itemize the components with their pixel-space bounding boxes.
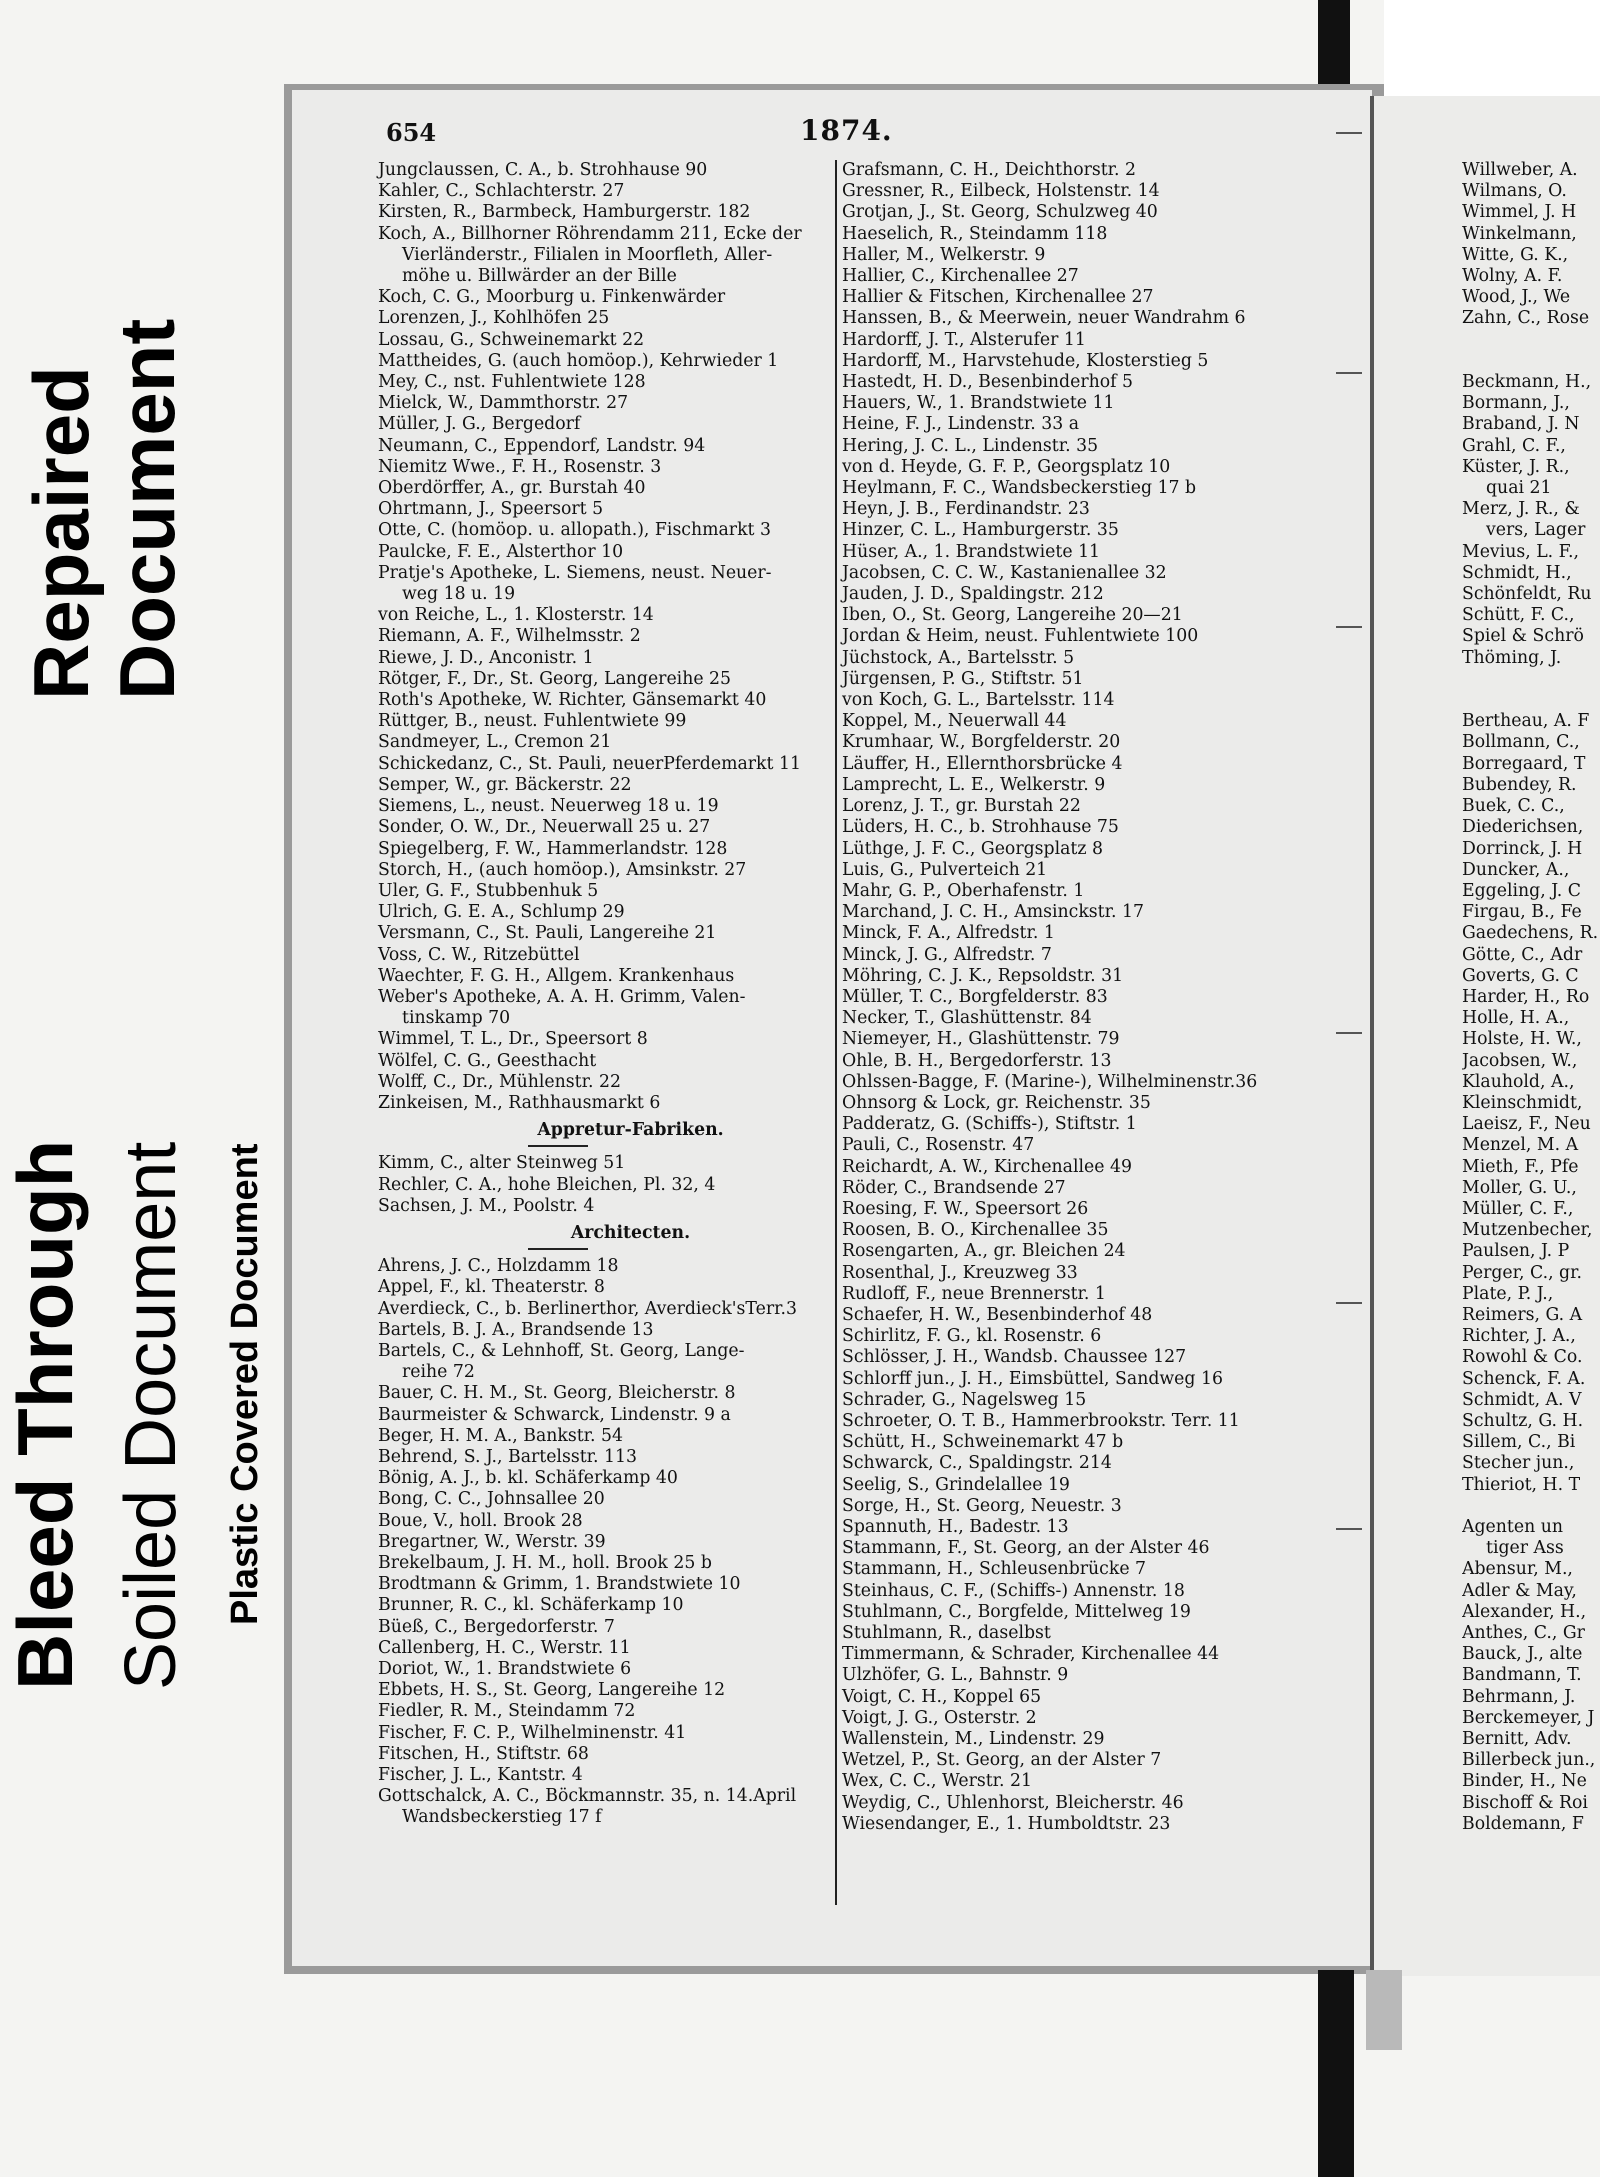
- directory-entry: Schlorff jun., J. H., Eimsbüttel, Sandweg 16: [842, 1368, 1223, 1389]
- directory-entry: Rosenthal, J., Kreuzweg 33: [842, 1262, 1078, 1283]
- directory-entry: Müller, J. G., Bergedorf: [378, 414, 581, 435]
- directory-entry: Braband, J. N: [1462, 414, 1580, 435]
- directory-entry: Bormann, J.,: [1462, 393, 1570, 414]
- directory-entry: Schaefer, H. W., Besenbinderhof 48: [842, 1304, 1153, 1325]
- directory-entry: Binder, H., Ne: [1462, 1771, 1587, 1792]
- directory-entry: Schmidt, A. V: [1462, 1389, 1582, 1410]
- directory-entry: Fitschen, H., Stiftstr. 68: [378, 1743, 589, 1764]
- directory-entry: Ohnsorg & Lock, gr. Reichenstr. 35: [842, 1092, 1151, 1113]
- directory-entry: Fischer, F. C. P., Wilhelminenstr. 41: [378, 1722, 687, 1743]
- directory-entry: Marchand, J. C. H., Amsinckstr. 17: [842, 902, 1144, 923]
- directory-entry: Otte, C. (homöop. u. allopath.), Fischmarkt 3: [378, 520, 771, 541]
- directory-entry: Jacobsen, C. C. W., Kastanienallee 32: [842, 562, 1167, 583]
- repaired-document-label: Repaired Document: [17, 318, 191, 700]
- directory-entry: Ohrtmann, J., Speersort 5: [378, 499, 604, 520]
- directory-entry: Mielck, W., Dammthorstr. 27: [378, 393, 629, 414]
- directory-entry: Müller, C. F.,: [1462, 1198, 1574, 1219]
- directory-entry: [1462, 690, 1600, 711]
- binding-mark: [1336, 372, 1362, 374]
- directory-entry: Hüser, A., 1. Brandstwiete 11: [842, 541, 1101, 562]
- directory-entry: Lamprecht, L. E., Welkerstr. 9: [842, 774, 1106, 795]
- directory-entry: Hastedt, H. D., Besenbinderhof 5: [842, 372, 1134, 393]
- directory-entry: Schultz, G. H.: [1462, 1410, 1584, 1431]
- directory-entry: Firgau, B., Fe: [1462, 902, 1582, 923]
- directory-entry: Heine, F. J., Lindenstr. 33 a: [842, 414, 1080, 435]
- directory-entry: Merz, J. R., &: [1462, 499, 1580, 520]
- directory-entry: weg 18 u. 19: [402, 584, 516, 605]
- directory-entry: Schirlitz, F. G., kl. Rosenstr. 6: [842, 1326, 1102, 1347]
- directory-entry: Jauden, J. D., Spaldingstr. 212: [842, 584, 1104, 605]
- directory-entry: Schickedanz, C., St. Pauli, neuerPferdemarkt 11: [378, 753, 801, 774]
- section-heading: Appretur-Fabriken.: [537, 1120, 724, 1141]
- directory-entry: Grahl, C. F.,: [1462, 435, 1566, 456]
- directory-entry: Billerbeck jun.,: [1462, 1750, 1596, 1771]
- binding-mark: [1336, 1302, 1362, 1304]
- directory-entry: Bartels, B. J. A., Brandsende 13: [378, 1319, 654, 1340]
- directory-entry: Brekelbaum, J. H. M., holl. Brook 25 b: [378, 1553, 712, 1573]
- book-spine: [1370, 96, 1374, 1976]
- directory-entry: Thieriot, H. T: [1462, 1474, 1581, 1495]
- directory-entry: Appel, F., kl. Theaterstr. 8: [378, 1277, 605, 1298]
- directory-entry: Kirsten, R., Barmbeck, Hamburgerstr. 182: [378, 202, 751, 223]
- directory-entry: Wilmans, O.: [1462, 181, 1567, 202]
- directory-entry: Bong, C. C., Johnsallee 20: [378, 1489, 605, 1510]
- directory-entry: Hallier & Fitschen, Kirchenallee 27: [842, 287, 1154, 308]
- directory-entry: Lüthge, J. F. C., Georgsplatz 8: [842, 838, 1103, 859]
- directory-entry: Boldemann, F: [1462, 1813, 1584, 1834]
- directory-entry: Bönig, A. J., b. kl. Schäferkamp 40: [378, 1468, 678, 1489]
- directory-entry: Rechler, C. A., hohe Bleichen, Pl. 32, 4: [378, 1174, 716, 1195]
- directory-entry: Bauck, J., alte: [1462, 1644, 1583, 1665]
- directory-entry: Stuhlmann, R., daselbst: [842, 1623, 1051, 1644]
- directory-entry: reihe 72: [402, 1362, 475, 1383]
- directory-entry: Versmann, C., St. Pauli, Langereihe 21: [378, 923, 717, 944]
- directory-entry: Jacobsen, W.,: [1462, 1050, 1578, 1071]
- directory-entry: Wolny, A. F.: [1462, 266, 1563, 287]
- page-header: [386, 114, 1286, 158]
- directory-entry: Laeisz, F., Neu: [1462, 1114, 1591, 1135]
- directory-entry: Ahrens, J. C., Holzdamm 18: [378, 1256, 619, 1277]
- directory-entry: Witte, G. K.,: [1462, 244, 1569, 265]
- directory-entry: Padderatz, G. (Schiffs-), Stiftstr. 1: [842, 1114, 1137, 1135]
- directory-entry: Kleinschmidt,: [1462, 1092, 1583, 1113]
- directory-entry: Storch, H., (auch homöop.), Amsinkstr. 27: [378, 859, 747, 880]
- scan-edge-bottom-2: [1366, 1970, 1402, 2050]
- directory-entry: Borregaard, T: [1462, 753, 1586, 774]
- directory-entry: Gottschalck, A. C., Böckmannstr. 35, n. 14.April: [378, 1786, 797, 1807]
- directory-entry: Stammann, F., St. Georg, an der Alster 46: [842, 1538, 1210, 1559]
- directory-entry: Jungclaussen, C. A., b. Strohhause 90: [378, 160, 708, 180]
- directory-entry: Hardorff, J. T., Alsterufer 11: [842, 329, 1086, 350]
- directory-entry: Agenten un: [1462, 1517, 1563, 1537]
- directory-entry: Sillem, C., Bi: [1462, 1432, 1576, 1453]
- directory-entry: Waechter, F. G. H., Allgem. Krankenhaus: [378, 965, 735, 986]
- directory-entry: Perger, C., gr.: [1462, 1262, 1582, 1283]
- directory-entry: Stuhlmann, C., Borgfelde, Mittelweg 19: [842, 1601, 1191, 1622]
- directory-entry: Gaedechens, R.: [1462, 923, 1599, 944]
- directory-entry: Luis, G., Pulverteich 21: [842, 859, 1048, 880]
- directory-entry: Reichardt, A. W., Kirchenallee 49: [842, 1156, 1132, 1177]
- directory-entry: Anthes, C., Gr: [1462, 1623, 1585, 1644]
- directory-entry: Schütt, H., Schweinemarkt 47 b: [842, 1432, 1124, 1453]
- column-1: [378, 160, 833, 1829]
- directory-entry: Boue, V., holl. Brook 28: [378, 1510, 583, 1531]
- directory-entry: Büeß, C., Bergedorferstr. 7: [378, 1616, 615, 1637]
- directory-entry: Grotjan, J., St. Georg, Schulzweg 40: [842, 202, 1158, 223]
- directory-entry: Jordan & Heim, neust. Fuhlentwiete 100: [842, 626, 1199, 647]
- directory-entry: Oberdörffer, A., gr. Burstah 40: [378, 478, 646, 499]
- directory-entry: Mevius, L. F.,: [1462, 541, 1579, 562]
- directory-entry: [1462, 330, 1600, 351]
- directory-entry: Bregartner, W., Werstr. 39: [378, 1531, 606, 1552]
- directory-entry: Schlösser, J. H., Wandsb. Chaussee 127: [842, 1347, 1187, 1368]
- directory-entry: Fischer, J. L., Kantstr. 4: [378, 1765, 583, 1786]
- directory-entry: Baurmeister & Schwarck, Lindenstr. 9 a: [378, 1404, 731, 1425]
- directory-entry: quai 21: [1486, 478, 1552, 499]
- directory-entry: Bauer, C. H. M., St. Georg, Bleicherstr. 8: [378, 1383, 736, 1404]
- directory-entry: Schroeter, O. T. B., Hammerbrookstr. Terr. 11: [842, 1410, 1240, 1431]
- directory-entry: Kimm, C., alter Steinweg 51: [378, 1153, 626, 1174]
- directory-entry: Lorenz, J. T., gr. Burstah 22: [842, 796, 1081, 817]
- directory-entry: tiger Ass: [1486, 1538, 1564, 1559]
- directory-entry: Götte, C., Adr: [1462, 944, 1583, 965]
- directory-entry: Moller, G. U.,: [1462, 1177, 1577, 1198]
- directory-entry: Wölfel, C. G., Geesthacht: [378, 1050, 597, 1071]
- scan-edge-bottom: [1318, 1970, 1354, 2177]
- directory-entry: Fiedler, R. M., Steindamm 72: [378, 1701, 636, 1722]
- directory-entry: Paulsen, J. P: [1462, 1241, 1570, 1262]
- directory-entry: Beger, H. M. A., Bankstr. 54: [378, 1425, 624, 1446]
- directory-entry: Rötger, F., Dr., St. Georg, Langereihe 25: [378, 668, 732, 689]
- directory-entry: Paulcke, F. E., Alsterthor 10: [378, 541, 624, 562]
- directory-entry: [1462, 1496, 1600, 1517]
- directory-entry: Steinhaus, C. F., (Schiffs-) Annenstr. 18: [842, 1580, 1185, 1601]
- directory-entry: Necker, T., Glashüttenstr. 84: [842, 1008, 1092, 1029]
- directory-entry: Holste, H. W.,: [1462, 1029, 1582, 1050]
- page-year: 1874.: [800, 114, 893, 147]
- bleed-through-label: Bleed Through: [1, 1139, 89, 1690]
- directory-entry: Holle, H. A.,: [1462, 1008, 1570, 1029]
- section-rule: [528, 1145, 588, 1147]
- directory-entry: Hallier, C., Kirchenallee 27: [842, 266, 1079, 287]
- directory-entry: Schenck, F. A.: [1462, 1368, 1586, 1389]
- directory-entry: vers, Lager: [1486, 520, 1586, 541]
- directory-entry: Callenberg, H. C., Werstr. 11: [378, 1637, 631, 1658]
- directory-entry: Schmidt, H.,: [1462, 562, 1572, 583]
- directory-entry: Hering, J. C. L., Lindenstr. 35: [842, 435, 1099, 456]
- directory-entry: Zahn, C., Rose: [1462, 308, 1590, 329]
- directory-entry: Roosen, B. O., Kirchenallee 35: [842, 1220, 1109, 1241]
- directory-entry: Rosengarten, A., gr. Bleichen 24: [842, 1241, 1126, 1262]
- directory-entry: Niemeyer, H., Glashüttenstr. 79: [842, 1029, 1120, 1050]
- directory-entry: Thöming, J.: [1462, 647, 1562, 668]
- directory-entry: Bernitt, Adv.: [1462, 1729, 1572, 1750]
- directory-entry: Spiel & Schrö: [1462, 626, 1584, 647]
- directory-entry: Wetzel, P., St. Georg, an der Alster 7: [842, 1750, 1162, 1771]
- directory-entry: Averdieck, C., b. Berlinerthor, Averdieck'sTerr.3: [378, 1298, 797, 1319]
- directory-entry: Heyn, J. B., Ferdinandstr. 23: [842, 499, 1090, 520]
- directory-entry: Haeselich, R., Steindamm 118: [842, 223, 1108, 244]
- directory-entry: Minck, F. A., Alfredstr. 1: [842, 923, 1055, 944]
- scan-edge-top: [1318, 0, 1350, 90]
- directory-entry: Rüttger, B., neust. Fuhlentwiete 99: [378, 711, 687, 732]
- directory-entry: Mahr, G. P., Oberhafenstr. 1: [842, 880, 1085, 901]
- directory-entry: Zinkeisen, M., Rathhausmarkt 6: [378, 1092, 661, 1113]
- column-divider: [835, 160, 837, 1905]
- soiled-document-label: Soiled Document: [111, 1141, 191, 1690]
- directory-entry: Reimers, G. A: [1462, 1304, 1583, 1325]
- directory-entry: Voigt, C. H., Koppel 65: [842, 1686, 1042, 1707]
- directory-entry: Uler, G. F., Stubbenhuk 5: [378, 880, 599, 901]
- directory-entry: [1462, 351, 1600, 372]
- directory-entry: Ohlssen-Bagge, F. (Marine-), Wilhelminenstr.36: [842, 1071, 1258, 1092]
- directory-entry: Beckmann, H.,: [1462, 372, 1592, 393]
- directory-entry: Koch, A., Billhorner Röhrendamm 211, Ecke der: [378, 223, 802, 244]
- directory-entry: Richter, J. A.,: [1462, 1326, 1576, 1347]
- column-3-facing-page: [1462, 160, 1600, 1835]
- directory-entry: Jüchstock, A., Bartelsstr. 5: [842, 647, 1075, 668]
- directory-entry: Heylmann, F. C., Wandsbeckerstieg 17 b: [842, 478, 1197, 499]
- directory-entry: Bubendey, R.: [1462, 774, 1577, 795]
- directory-entry: Semper, W., gr. Bäckerstr. 22: [378, 774, 632, 795]
- directory-entry: Minck, J. G., Alfredstr. 7: [842, 944, 1052, 965]
- directory-entry: Gressner, R., Eilbeck, Holstenstr. 14: [842, 181, 1160, 202]
- scan-margin-top: [1384, 0, 1600, 96]
- directory-entry: Sandmeyer, L., Cremon 21: [378, 732, 612, 753]
- directory-entry: Roesing, F. W., Speersort 26: [842, 1198, 1089, 1219]
- directory-entry: Ulzhöfer, G. L., Bahnstr. 9: [842, 1665, 1069, 1686]
- directory-entry: Haller, M., Welkerstr. 9: [842, 244, 1046, 265]
- directory-entry: Wiesendanger, E., 1. Humboldtstr. 23: [842, 1813, 1171, 1834]
- directory-entry: Bandmann, T.: [1462, 1665, 1582, 1686]
- directory-entry: Voss, C. W., Ritzebüttel: [378, 944, 580, 965]
- directory-entry: Lossau, G., Schweinemarkt 22: [378, 329, 645, 350]
- directory-entry: Schönfeldt, Ru: [1462, 584, 1592, 605]
- directory-entry: Krumhaar, W., Borgfelderstr. 20: [842, 732, 1121, 753]
- directory-entry: Goverts, G. C: [1462, 965, 1579, 986]
- section-rule: [528, 1248, 588, 1250]
- directory-entry: Möhring, C. J. K., Repsoldstr. 31: [842, 965, 1124, 986]
- directory-entry: Mutzenbecher,: [1462, 1220, 1593, 1241]
- directory-entry: Vierländerstr., Filialen in Moorfleth, Aller-: [402, 244, 773, 265]
- directory-entry: Stecher jun.,: [1462, 1453, 1575, 1474]
- directory-entry: Winkelmann,: [1462, 223, 1577, 244]
- directory-entry: Weber's Apotheke, A. A. H. Grimm, Valen-: [378, 986, 746, 1007]
- directory-entry: Behrmann, J.: [1462, 1686, 1576, 1707]
- directory-entry: Spannuth, H., Badestr. 13: [842, 1517, 1069, 1537]
- directory-entry: Kahler, C., Schlachterstr. 27: [378, 181, 625, 202]
- directory-entry: Menzel, M. A: [1462, 1135, 1579, 1156]
- directory-entry: möhe u. Billwärder an der Bille: [402, 266, 677, 287]
- directory-entry: Rudloff, F., neue Brennerstr. 1: [842, 1283, 1106, 1304]
- directory-entry: Mieth, F., Pfe: [1462, 1156, 1579, 1177]
- directory-entry: Niemitz Wwe., F. H., Rosenstr. 3: [378, 456, 662, 477]
- directory-entry: Lüders, H. C., b. Strohhause 75: [842, 817, 1119, 838]
- directory-entry: Hinzer, C. L., Hamburgerstr. 35: [842, 520, 1119, 541]
- directory-entry: Wex, C. C., Werstr. 21: [842, 1771, 1032, 1792]
- directory-entry: Wallenstein, M., Lindenstr. 29: [842, 1729, 1105, 1750]
- directory-entry: Mey, C., nst. Fuhlentwiete 128: [378, 372, 646, 393]
- directory-entry: Brodtmann & Grimm, 1. Brandstwiete 10: [378, 1574, 741, 1595]
- directory-entry: Wandsbeckerstieg 17 f: [402, 1807, 602, 1828]
- directory-entry: Voigt, J. G., Osterstr. 2: [842, 1707, 1037, 1728]
- directory-entry: Duncker, A.,: [1462, 859, 1570, 880]
- binding-mark: [1336, 1032, 1362, 1034]
- directory-entry: Neumann, C., Eppendorf, Landstr. 94: [378, 435, 706, 456]
- directory-entry: Rowohl & Co.: [1462, 1347, 1583, 1368]
- directory-entry: Doriot, W., 1. Brandstwiete 6: [378, 1659, 632, 1680]
- directory-entry: Ulrich, G. E. A., Schlump 29: [378, 902, 625, 923]
- directory-entry: Wimmel, T. L., Dr., Speersort 8: [378, 1029, 648, 1050]
- directory-entry: Brunner, R. C., kl. Schäferkamp 10: [378, 1595, 684, 1616]
- directory-entry: Plate, P. J.,: [1462, 1283, 1554, 1304]
- directory-entry: Riewe, J. D., Anconistr. 1: [378, 647, 594, 668]
- directory-entry: Schrader, G., Nagelsweg 15: [842, 1389, 1087, 1410]
- directory-entry: von d. Heyde, G. F. P., Georgsplatz 10: [842, 456, 1171, 477]
- directory-entry: Ebbets, H. S., St. Georg, Langereihe 12: [378, 1680, 726, 1701]
- page-number: 654: [386, 118, 437, 147]
- directory-entry: Koppel, M., Neuerwall 44: [842, 711, 1067, 732]
- directory-entry: Siemens, L., neust. Neuerweg 18 u. 19: [378, 796, 719, 817]
- directory-entry: Adler & May,: [1462, 1580, 1577, 1601]
- binding-mark: [1336, 132, 1362, 134]
- directory-entry: Jürgensen, P. G., Stiftstr. 51: [842, 668, 1084, 689]
- directory-entry: Harder, H., Ro: [1462, 986, 1590, 1007]
- section-heading: Architecten.: [570, 1222, 691, 1243]
- directory-entry: Abensur, M.,: [1462, 1559, 1573, 1580]
- directory-entry: Alexander, H.,: [1462, 1601, 1587, 1622]
- directory-entry: Stammann, H., Schleusenbrücke 7: [842, 1559, 1147, 1580]
- directory-entry: Iben, O., St. Georg, Langereihe 20—21: [842, 605, 1183, 626]
- plastic-covered-label: Plastic Covered Document: [224, 1143, 266, 1625]
- directory-entry: Spiegelberg, F. W., Hammerlandstr. 128: [378, 838, 728, 859]
- directory-entry: Grafsmann, C. H., Deichthorstr. 2: [842, 160, 1137, 180]
- directory-entry: Seelig, S., Grindelallee 19: [842, 1474, 1070, 1495]
- directory-entry: Pauli, C., Rosenstr. 47: [842, 1135, 1035, 1156]
- binding-mark: [1336, 626, 1362, 628]
- directory-entry: [1462, 669, 1600, 690]
- directory-entry: Weydig, C., Uhlenhorst, Bleicherstr. 46: [842, 1792, 1184, 1813]
- directory-entry: Bertheau, A. F: [1462, 711, 1590, 732]
- directory-entry: Bischoff & Roi: [1462, 1792, 1588, 1813]
- directory-entry: Lorenzen, J., Kohlhöfen 25: [378, 308, 610, 329]
- directory-entry: Berckemeyer, J: [1462, 1707, 1595, 1728]
- directory-entry: Mattheides, G. (auch homöop.), Kehrwieder 1: [378, 350, 779, 371]
- directory-entry: Bartels, C., & Lehnhoff, St. Georg, Lange-: [378, 1340, 745, 1361]
- directory-entry: Müller, T. C., Borgfelderstr. 83: [842, 986, 1108, 1007]
- directory-entry: Hardorff, M., Harvstehude, Klosterstieg 5: [842, 350, 1209, 371]
- directory-entry: Wimmel, J. H: [1462, 202, 1577, 223]
- directory-entry: Schwarck, C., Spaldingstr. 214: [842, 1453, 1112, 1474]
- directory-entry: Wolff, C., Dr., Mühlenstr. 22: [378, 1071, 621, 1092]
- directory-entry: Dorrinck, J. H: [1462, 838, 1583, 859]
- directory-entry: Buek, C. C.,: [1462, 796, 1565, 817]
- directory-entry: tinskamp 70: [402, 1008, 511, 1029]
- directory-entry: von Koch, G. L., Bartelsstr. 114: [842, 690, 1115, 711]
- directory-entry: Hauers, W., 1. Brandstwiete 11: [842, 393, 1115, 414]
- directory-entry: Koch, C. G., Moorburg u. Finkenwärder: [378, 287, 726, 308]
- directory-entry: Riemann, A. F., Wilhelmsstr. 2: [378, 626, 641, 647]
- binding-mark: [1336, 1528, 1362, 1530]
- directory-entry: Behrend, S. J., Bartelsstr. 113: [378, 1446, 637, 1467]
- directory-entry: Pratje's Apotheke, L. Siemens, neust. Neuer-: [378, 562, 772, 583]
- directory-entry: von Reiche, L., 1. Klosterstr. 14: [378, 605, 654, 626]
- directory-entry: Schütt, F. C.,: [1462, 605, 1575, 626]
- directory-entry: Timmermann, & Schrader, Kirchenallee 44: [842, 1644, 1220, 1665]
- directory-entry: Läuffer, H., Ellernthorsbrücke 4: [842, 753, 1123, 774]
- directory-entry: Sachsen, J. M., Poolstr. 4: [378, 1195, 595, 1216]
- directory-entry: Ohle, B. H., Bergedorferstr. 13: [842, 1050, 1112, 1071]
- directory-entry: Röder, C., Brandsende 27: [842, 1177, 1066, 1198]
- directory-entry: Sonder, O. W., Dr., Neuerwall 25 u. 27: [378, 817, 711, 838]
- directory-entry: Küster, J. R.,: [1462, 456, 1570, 477]
- directory-entry: Wood, J., We: [1462, 287, 1571, 308]
- column-2: [842, 160, 1342, 1835]
- directory-entry: Eggeling, J. C: [1462, 880, 1581, 901]
- directory-entry: Diederichsen,: [1462, 817, 1584, 838]
- directory-entry: Roth's Apotheke, W. Richter, Gänsemarkt 40: [378, 690, 767, 711]
- directory-entry: Klauhold, A.,: [1462, 1071, 1575, 1092]
- directory-entry: Bollmann, C.,: [1462, 732, 1580, 753]
- directory-entry: Sorge, H., St. Georg, Neuestr. 3: [842, 1495, 1122, 1516]
- directory-entry: Hanssen, B., & Meerwein, neuer Wandrahm 6: [842, 308, 1246, 329]
- directory-entry: Willweber, A.: [1462, 160, 1578, 180]
